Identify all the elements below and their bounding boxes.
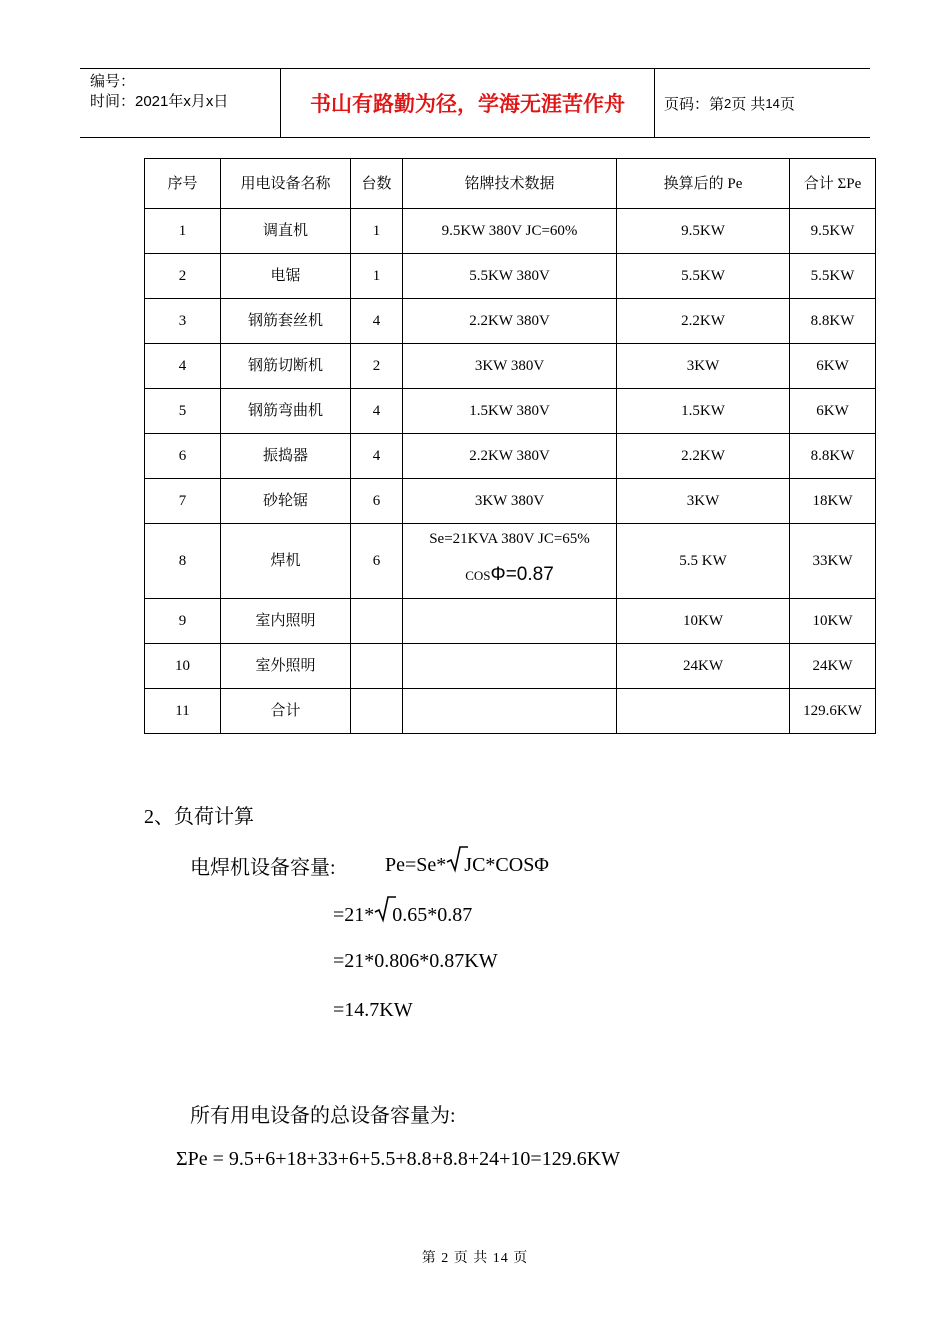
page-footer: 第 2 页 共 14 页 [421,1251,529,1266]
cell-nameplate [403,689,617,734]
cell-count: 1 [351,209,403,254]
table-row [145,254,876,299]
cell-pe: 3KW [617,479,790,524]
cell-pe: 10KW [617,599,790,644]
cell-pe [617,689,790,734]
cell-total: 6KW [790,344,876,389]
cell-count: 6 [351,524,403,599]
cell-total: 18KW [790,479,876,524]
weld-formula-part-b: JC*COSΦ [464,854,549,876]
cell-index: 5 [145,389,221,434]
cell-total: 9.5KW [790,209,876,254]
header-page-mid: 页 共 [731,95,766,113]
cell-nameplate [403,524,617,599]
cell-total: 5.5KW [790,254,876,299]
header-meta [80,69,281,137]
page-header [80,68,870,138]
weld-formula-part-a: Pe=Se* [385,854,447,876]
table-row [145,689,876,734]
table-row [145,209,876,254]
cell-pe: 5.5 KW [617,524,790,599]
square-root-icon [374,901,392,923]
cell-total: 8.8KW [790,434,876,479]
table-row [145,524,876,599]
cell-index: 4 [145,344,221,389]
table-row [145,434,876,479]
cell-count: 4 [351,389,403,434]
cell-total: 24KW [790,644,876,689]
header-page-number: 2 [724,95,732,111]
cell-device: 合计 [221,689,351,734]
cell-index: 7 [145,479,221,524]
equipment-table [144,158,876,734]
header-page-suffix: 页 [779,95,795,113]
header-cell-count: 台数 [351,159,403,209]
calc-step-1-part-b: 0.65*0.87 [392,904,473,926]
cell-total: 129.6KW [790,689,876,734]
cell-nameplate [403,644,617,689]
table-row [145,644,876,689]
cell-total: 33KW [790,524,876,599]
cell-pe: 1.5KW [617,389,790,434]
header-cell-nameplate: 铭牌技术数据 [403,159,617,209]
cell-count [351,689,403,734]
cell-index: 1 [145,209,221,254]
header-cell-device: 用电设备名称 [221,159,351,209]
cell-index: 8 [145,524,221,599]
cell-count: 4 [351,434,403,479]
calc-step-3: =14.7KW [333,999,413,1021]
cell-count: 4 [351,299,403,344]
cell-nameplate: 1.5KW 380V [403,389,617,434]
cell-nameplate: 9.5KW 380V JC=60% [403,209,617,254]
cell-device: 钢筋切断机 [221,344,351,389]
cell-count [351,599,403,644]
cell-index: 9 [145,599,221,644]
cell-device: 室内照明 [221,599,351,644]
table-row [145,479,876,524]
table-row [145,344,876,389]
cell-pe: 24KW [617,644,790,689]
cell-device: 钢筋弯曲机 [221,389,351,434]
header-cell-total: 合计 ΣPe [790,159,876,209]
cell-pe: 3KW [617,344,790,389]
cell-device: 振捣器 [221,434,351,479]
cell-index: 3 [145,299,221,344]
table-row [145,389,876,434]
weld-nameplate-line: Se=21KVA 380V JC=65% [429,530,590,547]
cell-nameplate: 2.2KW 380V [403,434,617,479]
calc-step-1-part-a: =21* [333,904,375,926]
header-cell-pe: 换算后的 Pe [617,159,790,209]
cell-count [351,644,403,689]
weld-formula [385,851,549,877]
calc-step-2: =21*0.806*0.87KW [333,950,498,972]
header-motto: 书山有路勤为径，学海无涯苦作舟 [281,69,655,137]
cell-index: 11 [145,689,221,734]
table-row [145,299,876,344]
cell-index: 6 [145,434,221,479]
cell-device: 室外照明 [221,644,351,689]
header-page-total: 14 [765,95,780,111]
calc-step-1 [333,901,472,927]
header-page-indicator [654,69,870,137]
header-date: 时间：2021年x月x日 [90,93,229,110]
total-capacity-label: 所有用电设备的总设备容量为: [190,1105,456,1127]
weld-cos-prefix: COS [465,567,491,583]
cell-device: 焊机 [221,524,351,599]
cell-total: 10KW [790,599,876,644]
cell-count: 1 [351,254,403,299]
total-capacity-formula: ΣPe = 9.5+6+18+33+6+5.5+8.8+8.8+24+10=129.6KW [176,1148,621,1170]
cell-pe: 2.2KW [617,434,790,479]
header-number-label: 编号： [90,73,136,90]
cell-count: 6 [351,479,403,524]
cell-nameplate [403,599,617,644]
cell-pe: 5.5KW [617,254,790,299]
cell-device: 钢筋套丝机 [221,299,351,344]
weld-cos-line [403,564,616,587]
cell-nameplate: 3KW 380V [403,344,617,389]
cell-device: 调直机 [221,209,351,254]
table-row [145,599,876,644]
header-page-prefix: 页码：第 [664,95,725,113]
cell-index: 10 [145,644,221,689]
header-cell-index: 序号 [145,159,221,209]
cell-nameplate: 5.5KW 380V [403,254,617,299]
cell-device: 电锯 [221,254,351,299]
weld-capacity-label: 电焊机设备容量: [190,857,336,879]
cell-nameplate: 2.2KW 380V [403,299,617,344]
cell-pe: 9.5KW [617,209,790,254]
cell-index: 2 [145,254,221,299]
table-header-row [145,159,876,209]
cell-device: 砂轮锯 [221,479,351,524]
cell-total: 6KW [790,389,876,434]
cell-nameplate: 3KW 380V [403,479,617,524]
cell-total: 8.8KW [790,299,876,344]
section-title: 2、负荷计算 [144,806,254,828]
weld-cos-value: Φ=0.87 [490,563,554,585]
cell-pe: 2.2KW [617,299,790,344]
cell-count: 2 [351,344,403,389]
square-root-icon [446,851,464,873]
